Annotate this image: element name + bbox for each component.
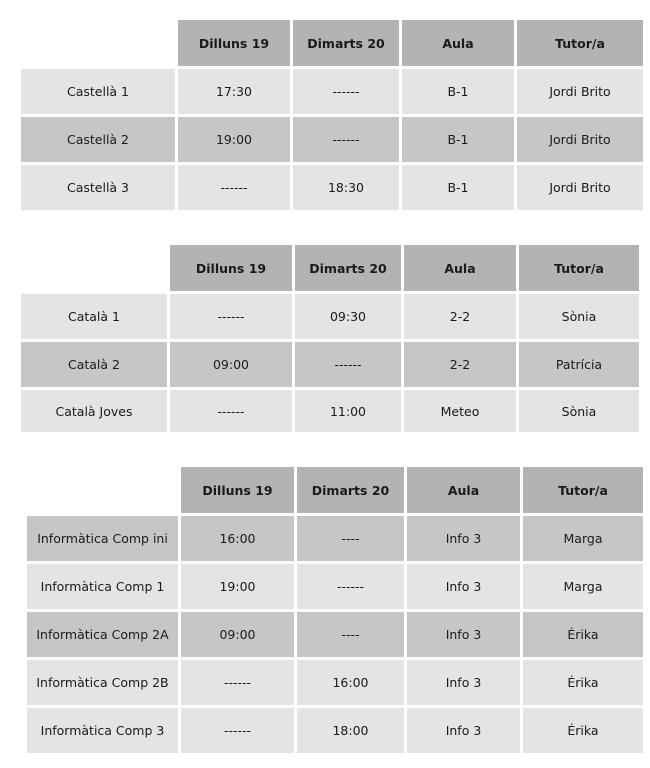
course-name: Castellà 3 (21, 165, 175, 210)
table-row (21, 69, 643, 114)
course-name: Castellà 1 (21, 69, 175, 114)
table-row (21, 342, 639, 387)
header-room: Aula (407, 467, 520, 513)
monday-time: ------ (170, 294, 292, 339)
tuesday-time: ------ (293, 69, 399, 114)
header-room: Aula (402, 20, 514, 66)
course-name: Català 1 (21, 294, 167, 339)
monday-time: 19:00 (181, 564, 294, 609)
monday-time: ------ (181, 660, 294, 705)
tutor: Sònia (519, 294, 639, 339)
course-name: Informàtica Comp ini (27, 516, 178, 561)
table-row (21, 390, 639, 432)
tuesday-time: ---- (297, 516, 404, 561)
tuesday-time: ------ (293, 117, 399, 162)
tuesday-time: 09:30 (295, 294, 401, 339)
table-header-row (21, 20, 643, 66)
tutor: Patrícia (519, 342, 639, 387)
table-header-row (21, 245, 639, 291)
table-row (27, 660, 643, 705)
monday-time: 09:00 (181, 612, 294, 657)
room: Info 3 (407, 516, 520, 561)
tutor: Sònia (519, 390, 639, 432)
header-tuesday: Dimarts 20 (297, 467, 404, 513)
header-tutor: Tutor/a (519, 245, 639, 291)
room: Info 3 (407, 564, 520, 609)
schedule-table-catala (21, 245, 639, 435)
table-header-row (27, 467, 643, 513)
header-tutor: Tutor/a (517, 20, 643, 66)
schedule-table-informatica (27, 467, 643, 756)
room: Info 3 (407, 612, 520, 657)
tuesday-time: 18:30 (293, 165, 399, 210)
tuesday-time: 16:00 (297, 660, 404, 705)
tutor: Jordi Brito (517, 165, 643, 210)
tutor: Érika (523, 660, 643, 705)
monday-time: 19:00 (178, 117, 290, 162)
room: Meteo (404, 390, 516, 432)
monday-time: ------ (170, 390, 292, 432)
header-corner (21, 245, 167, 291)
room: B-1 (402, 69, 514, 114)
table-row (27, 612, 643, 657)
schedule-table-castella (21, 20, 643, 213)
room: 2-2 (404, 342, 516, 387)
tutor: Jordi Brito (517, 69, 643, 114)
tuesday-time: 11:00 (295, 390, 401, 432)
header-room: Aula (404, 245, 516, 291)
room: B-1 (402, 117, 514, 162)
course-name: Castellà 2 (21, 117, 175, 162)
header-tuesday: Dimarts 20 (295, 245, 401, 291)
header-monday: Dilluns 19 (181, 467, 294, 513)
tutor: Érika (523, 612, 643, 657)
course-name: Català Joves (21, 390, 167, 432)
header-tutor: Tutor/a (523, 467, 643, 513)
course-name: Informàtica Comp 1 (27, 564, 178, 609)
monday-time: ------ (181, 708, 294, 753)
course-name: Català 2 (21, 342, 167, 387)
tutor: Jordi Brito (517, 117, 643, 162)
header-tuesday: Dimarts 20 (293, 20, 399, 66)
tutor: Érika (523, 708, 643, 753)
tuesday-time: ---- (297, 612, 404, 657)
table-row (21, 165, 643, 210)
course-name: Informàtica Comp 2B (27, 660, 178, 705)
tutor: Marga (523, 564, 643, 609)
tuesday-time: 18:00 (297, 708, 404, 753)
tuesday-time: ------ (295, 342, 401, 387)
room: Info 3 (407, 708, 520, 753)
monday-time: 16:00 (181, 516, 294, 561)
table-row (27, 564, 643, 609)
course-name: Informàtica Comp 3 (27, 708, 178, 753)
header-monday: Dilluns 19 (178, 20, 290, 66)
room: 2-2 (404, 294, 516, 339)
header-monday: Dilluns 19 (170, 245, 292, 291)
header-corner (21, 20, 175, 66)
table-row (21, 294, 639, 339)
table-row (21, 117, 643, 162)
tutor: Marga (523, 516, 643, 561)
monday-time: 09:00 (170, 342, 292, 387)
header-corner (27, 467, 178, 513)
table-row (27, 516, 643, 561)
table-row (27, 708, 643, 753)
tuesday-time: ------ (297, 564, 404, 609)
monday-time: 17:30 (178, 69, 290, 114)
monday-time: ------ (178, 165, 290, 210)
room: B-1 (402, 165, 514, 210)
room: Info 3 (407, 660, 520, 705)
course-name: Informàtica Comp 2A (27, 612, 178, 657)
